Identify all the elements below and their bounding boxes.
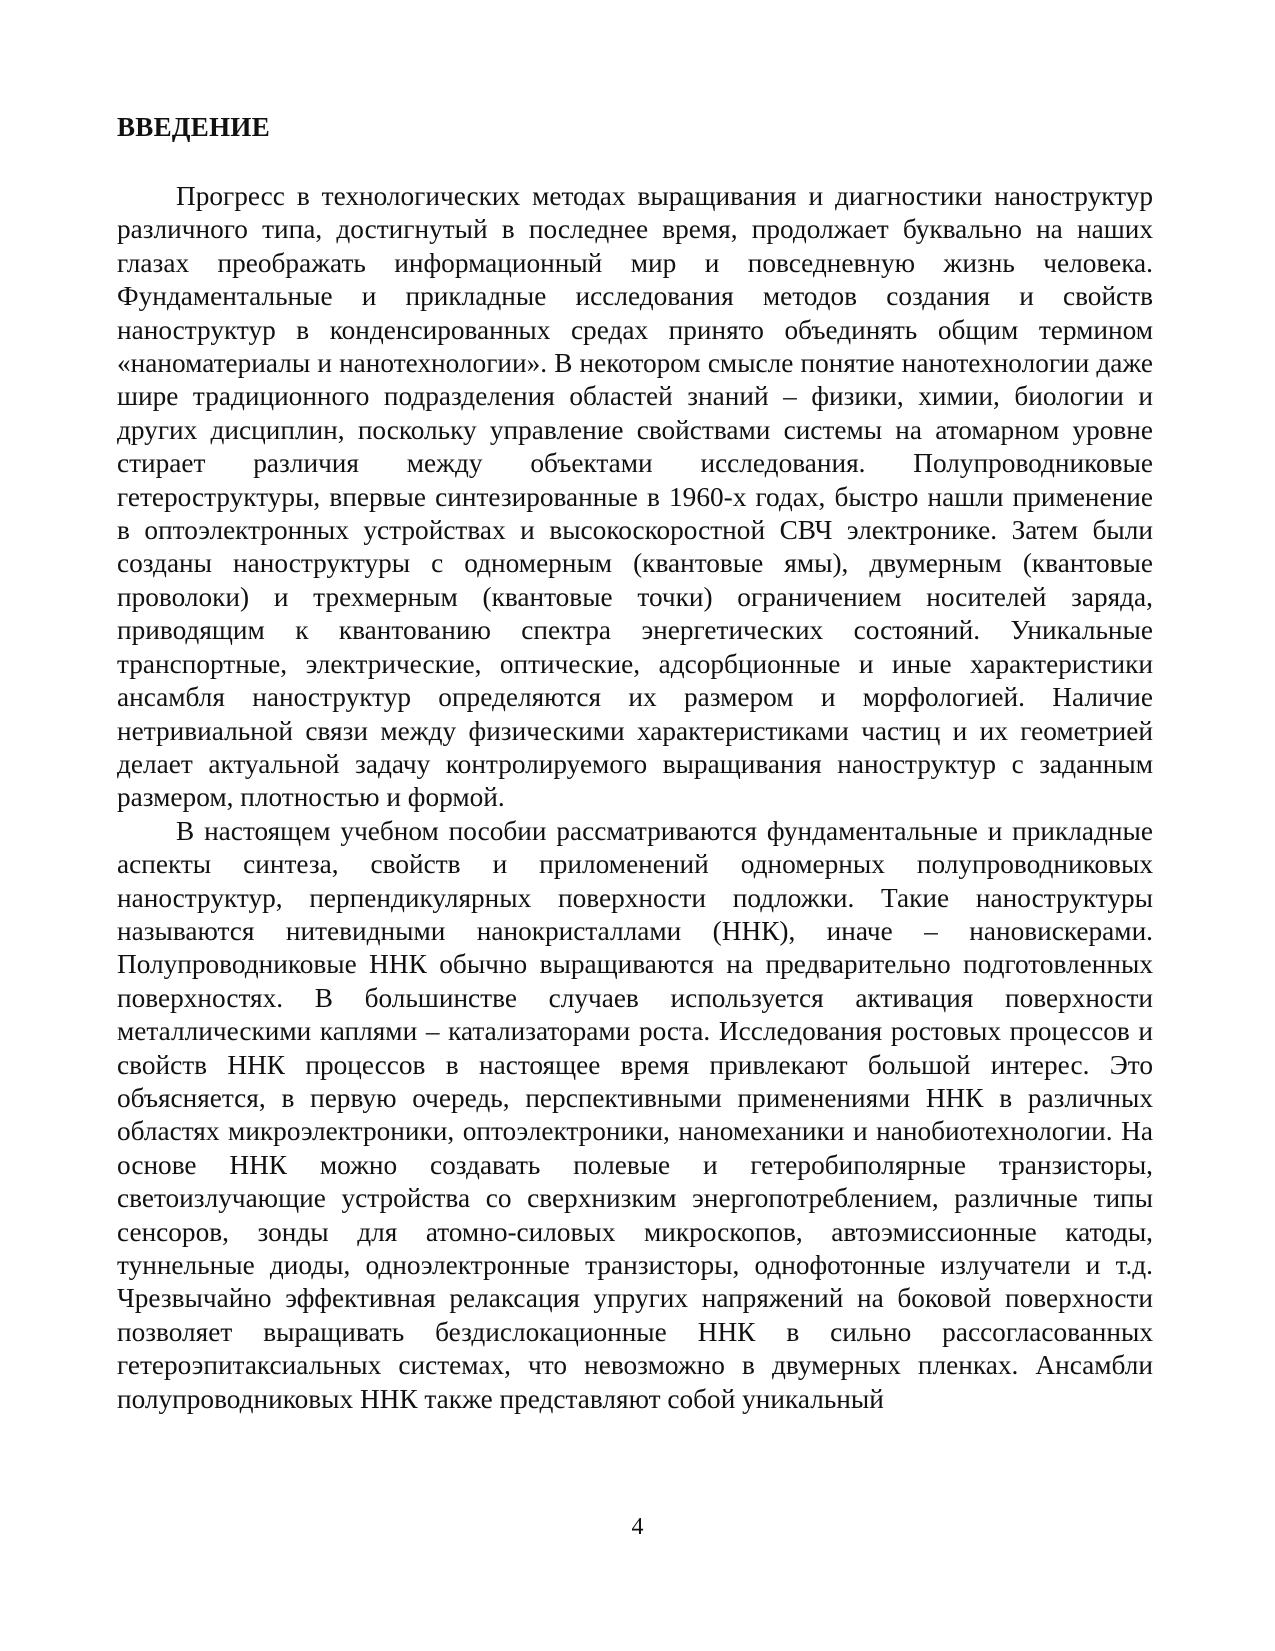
page-body [117,110,1153,1416]
section-heading: ВВЕДЕНИЕ [117,112,271,142]
paragraph-2: В настоящем учебном пособии рассматриваются фундаментальные и прикладные аспекты синтеза, свойств и приломенений одномерных полупроводниковых наноструктур, перпендикулярных поверхности подложки. Такие наноструктуры называются нитевидными нанокристаллами (ННК), иначе – нановискерами. Полупроводниковые ННК обычно выращиваются на предварительно подготовленных поверхностях. В большинстве случаев используется активация поверхности металлическими каплями – катализаторами роста. Исследования ростовых процессов и свойств ННК процессов в настоящее время привлекают большой интерес. Это объясняется, в первую очередь, перспективными применениями ННК в различных областях микроэлектроники, оптоэлектроники, наномеханики и нанобиотехнологии. На основе ННК можно создавать полевые и гетеробиполярные транзисторы, светоизлучающие устройства со сверхнизким энергопотреблением, различные типы сенсоров, зонды для атомно-силовых микроскопов, автоэмиссионные катоды, туннельные диоды, одноэлектронные транзисторы, однофотонные излучатели и т.д. Чрезвычайно эффективная релаксация упругих напряжений на боковой поверхности позволяет выращивать бездислокационные ННК в сильно рассогласованных гетероэпитаксиальных системах, что невозможно в двумерных пленках. Ансамбли полупроводниковых ННК также представляют собой уникальный [117,815,1153,1414]
page-number: 4 [631,1514,644,1540]
paragraph-1: Прогресс в технологических методах выращивания и диагностики наноструктур различного типа, достигнутый в последнее время, продолжает буквально на наших глазах преображать информационный мир и повседневную жизнь человека. Фундаментальные и прикладные исследования методов создания и свойств наноструктур в конденсированных средах принято объединять общим термином «наноматериалы и нанотехнологии». В некотором смысле понятие нанотехнологии даже шире традиционного подразделения областей знаний – физики, химии, биологии и других дисциплин, поскольку управление свойствами системы на атомарном уровне стирает различия между объектами исследования. Полупроводниковые гетероструктуры, впервые синтезированные в 1960-х годах, быстро нашли применение в оптоэлектронных устройствах и высокоскоростной СВЧ электронике. Затем были созданы наноструктуры с одномерным (квантовые ямы), двумерным (квантовые проволоки) и трехмерным (квантовые точки) ограничением носителей заряда, приводящим к квантованию спектра энергетических состояний. Уникальные транспортные, электрические, оптические, адсорбционные и иные характеристики ансамбля наноструктур определяются их размером и морфологией. Наличие нетривиальной связи между физическими характеристиками частиц и их геометрией делает актуальной задачу контролируемого выращивания наноструктур с заданным размером, плотностью и формой. [117,181,1153,813]
